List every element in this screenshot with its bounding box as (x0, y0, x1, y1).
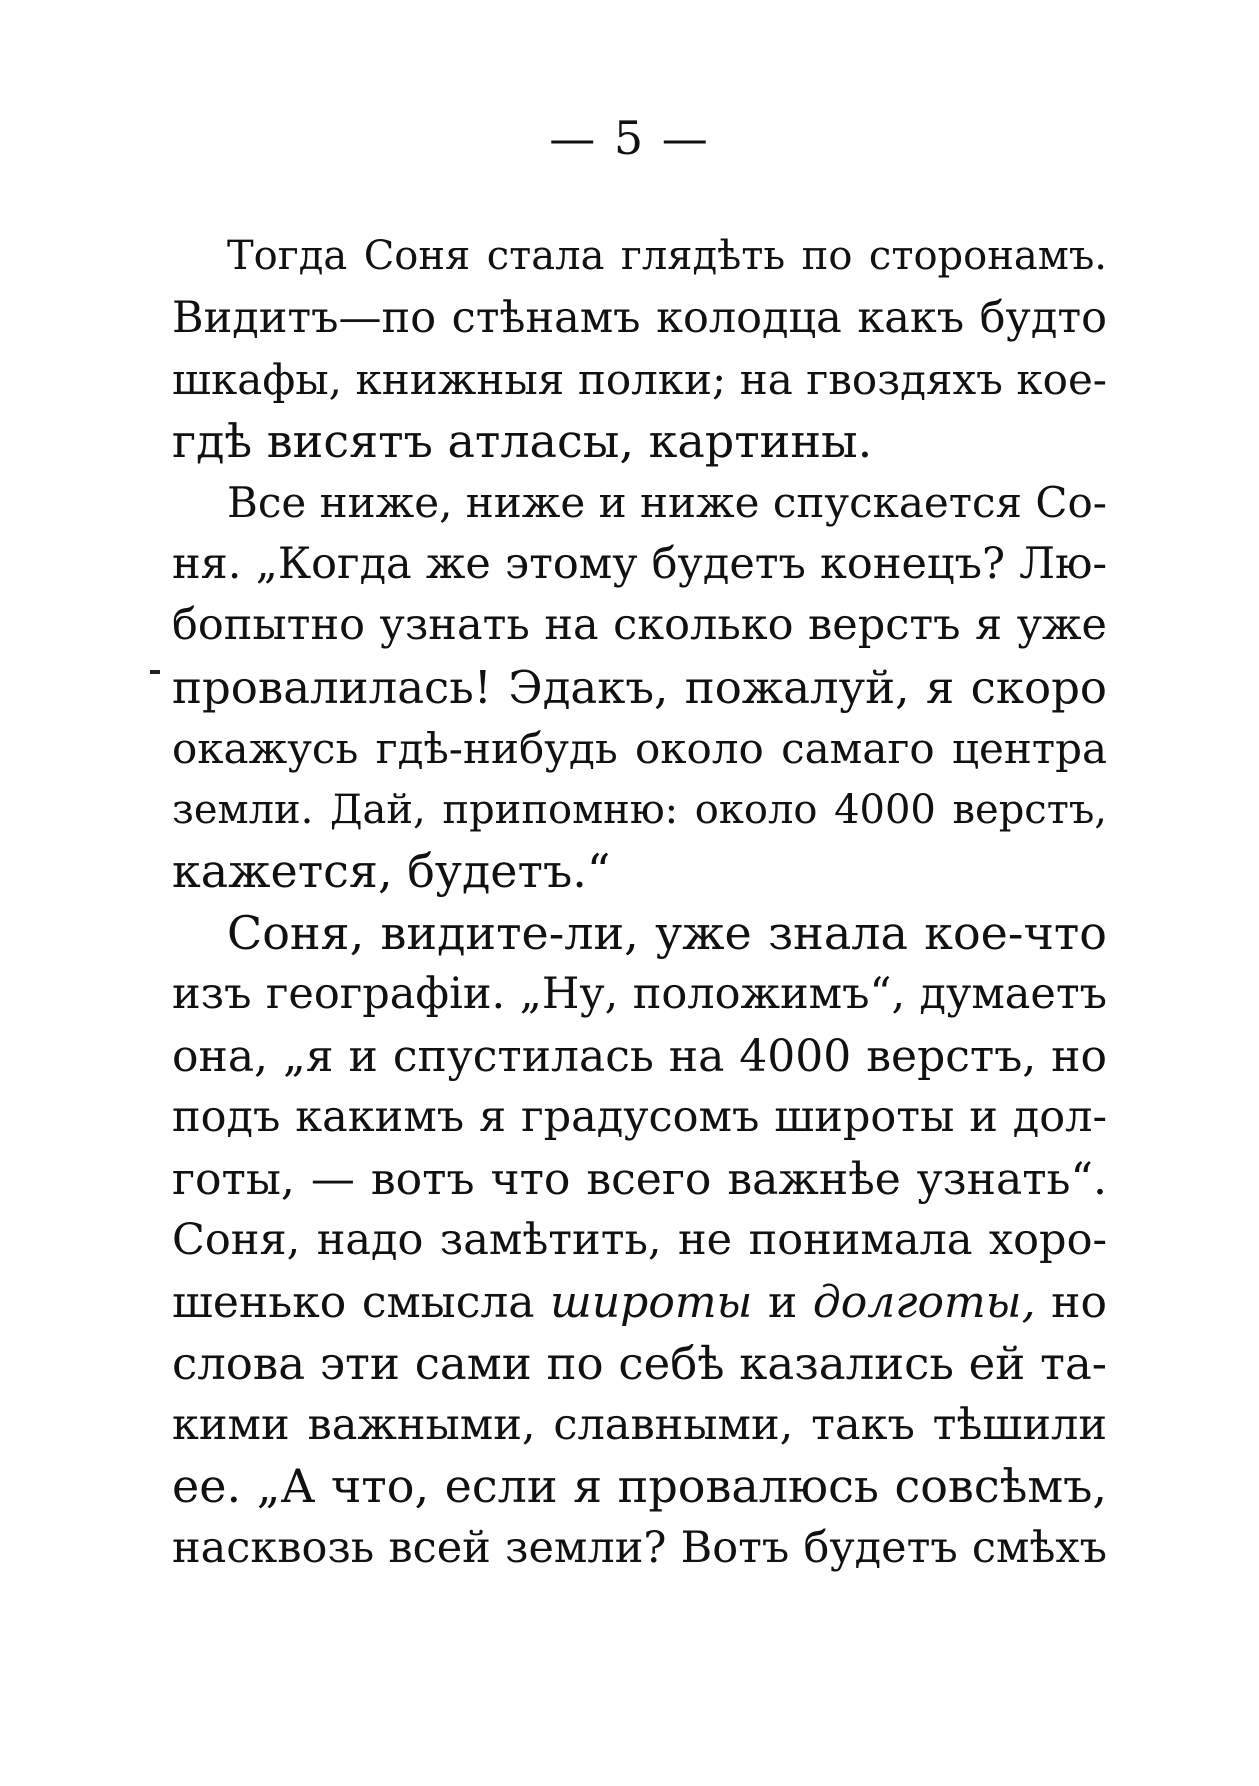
text-run: но (1035, 1276, 1107, 1328)
italic-term-longitude: долготы, (812, 1276, 1036, 1328)
text-line-with-italics (172, 1272, 1107, 1334)
text-line: бопытно узнать на сколько верстъ я уже (172, 600, 1107, 650)
text-line: изъ географіи. „Ну, положимъ“, думаетъ (172, 969, 1107, 1019)
text-line: насквозь всей земли? Вотъ будетъ смѣхъ (172, 1522, 1107, 1573)
text-line: ня. „Когда же этому будетъ конецъ? Лю- (172, 538, 1107, 589)
text-line: подъ какимъ я градусомъ широты и дол- (172, 1092, 1107, 1142)
text-line: ее. „А что, если я провалюсь совсѣмъ, (172, 1459, 1107, 1513)
body-text (172, 226, 1107, 1579)
text-line: Соня, надо замѣтить, не понимала хоро- (172, 1215, 1107, 1265)
text-line: земли. Дай, припомню: около 4000 верстъ, (172, 786, 1107, 833)
text-line: кими важными, славными, такъ тѣшили (172, 1399, 1107, 1450)
text-line: Все ниже, ниже и ниже спускается Со- (227, 478, 1107, 527)
text-line: окажусь гдѣ-нибудь около самаго центра (172, 724, 1107, 773)
text-line: готы, — вотъ что всего важнѣе узнать“. (172, 1153, 1107, 1205)
text-line: гдѣ висятъ атласы, картины. (172, 413, 873, 468)
text-line: Соня, видите-ли, уже знала кое-что (227, 905, 1107, 960)
text-line: она, „я и спустилась на 4000 верстъ, но (172, 1030, 1107, 1082)
text-line: кажется, будетъ.“ (172, 844, 611, 898)
text-line: слова эти сами по себѣ казались ей та- (172, 1337, 1107, 1390)
paragraph-2 (172, 472, 1107, 903)
text-line: шкафы, книжныя полки; на гвоздяхъ кое- (172, 355, 1107, 404)
italic-term-latitude: широты (550, 1276, 753, 1328)
paragraph-3 (172, 903, 1107, 1580)
text-line: Тогда Соня стала глядѣть по сторонамъ. (227, 233, 1107, 279)
page-number: — 5 — (549, 111, 710, 165)
text-run: шенько смысла (172, 1276, 551, 1328)
paragraph-1 (172, 226, 1107, 472)
text-line: Видитъ—по стѣнамъ колодца какъ будто (172, 292, 1107, 343)
stray-ink-mark (150, 670, 160, 674)
text-line: провалилась! Эдакъ, пожалуй, я скоро (172, 660, 1107, 714)
text-run: и (752, 1276, 813, 1328)
